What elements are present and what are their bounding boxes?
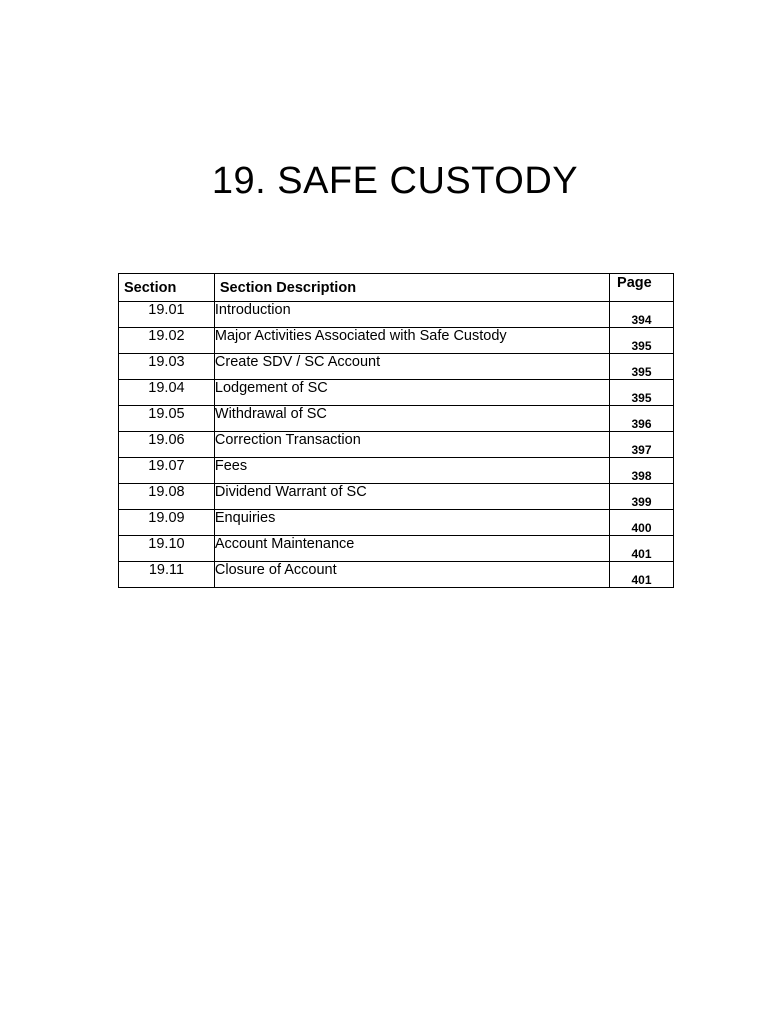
table-row: [119, 536, 674, 562]
section-description: Major Activities Associated with Safe Custody: [214, 328, 609, 354]
section-description: Enquiries: [214, 510, 609, 536]
section-number: 19.02: [119, 328, 215, 354]
section-description: Dividend Warrant of SC: [214, 484, 609, 510]
section-description: Introduction: [214, 302, 609, 328]
table-row: [119, 380, 674, 406]
section-description: Closure of Account: [214, 562, 609, 588]
table-row: [119, 510, 674, 536]
page-number: 395: [610, 380, 674, 406]
section-description: Lodgement of SC: [214, 380, 609, 406]
table-row: [119, 432, 674, 458]
section-description: Withdrawal of SC: [214, 406, 609, 432]
page-number: 400: [610, 510, 674, 536]
section-number: 19.08: [119, 484, 215, 510]
header-page: Page: [610, 274, 674, 302]
table-row: [119, 562, 674, 588]
table-row: [119, 484, 674, 510]
page-number: 395: [610, 328, 674, 354]
section-description: Account Maintenance: [214, 536, 609, 562]
table-header-row: [119, 274, 674, 302]
page-number: 394: [610, 302, 674, 328]
section-description: Create SDV / SC Account: [214, 354, 609, 380]
table-row: [119, 302, 674, 328]
page-number: 401: [610, 536, 674, 562]
page-number: 398: [610, 458, 674, 484]
table-row: [119, 406, 674, 432]
page-title: 19. SAFE CUSTODY: [211, 160, 579, 202]
section-number: 19.11: [119, 562, 215, 588]
section-number: 19.03: [119, 354, 215, 380]
table-row: [119, 354, 674, 380]
section-number: 19.07: [119, 458, 215, 484]
section-number: 19.10: [119, 536, 215, 562]
section-description: Fees: [214, 458, 609, 484]
page-number: 396: [610, 406, 674, 432]
header-description: Section Description: [214, 274, 609, 302]
section-number: 19.04: [119, 380, 215, 406]
section-description: Correction Transaction: [214, 432, 609, 458]
section-number: 19.06: [119, 432, 215, 458]
section-number: 19.01: [119, 302, 215, 328]
header-section: Section: [119, 274, 215, 302]
section-number: 19.05: [119, 406, 215, 432]
page-number: 397: [610, 432, 674, 458]
table-of-contents: [118, 273, 674, 588]
table-row: [119, 458, 674, 484]
table-row: [119, 328, 674, 354]
page-number: 401: [610, 562, 674, 588]
section-number: 19.09: [119, 510, 215, 536]
page-number: 395: [610, 354, 674, 380]
page-number: 399: [610, 484, 674, 510]
